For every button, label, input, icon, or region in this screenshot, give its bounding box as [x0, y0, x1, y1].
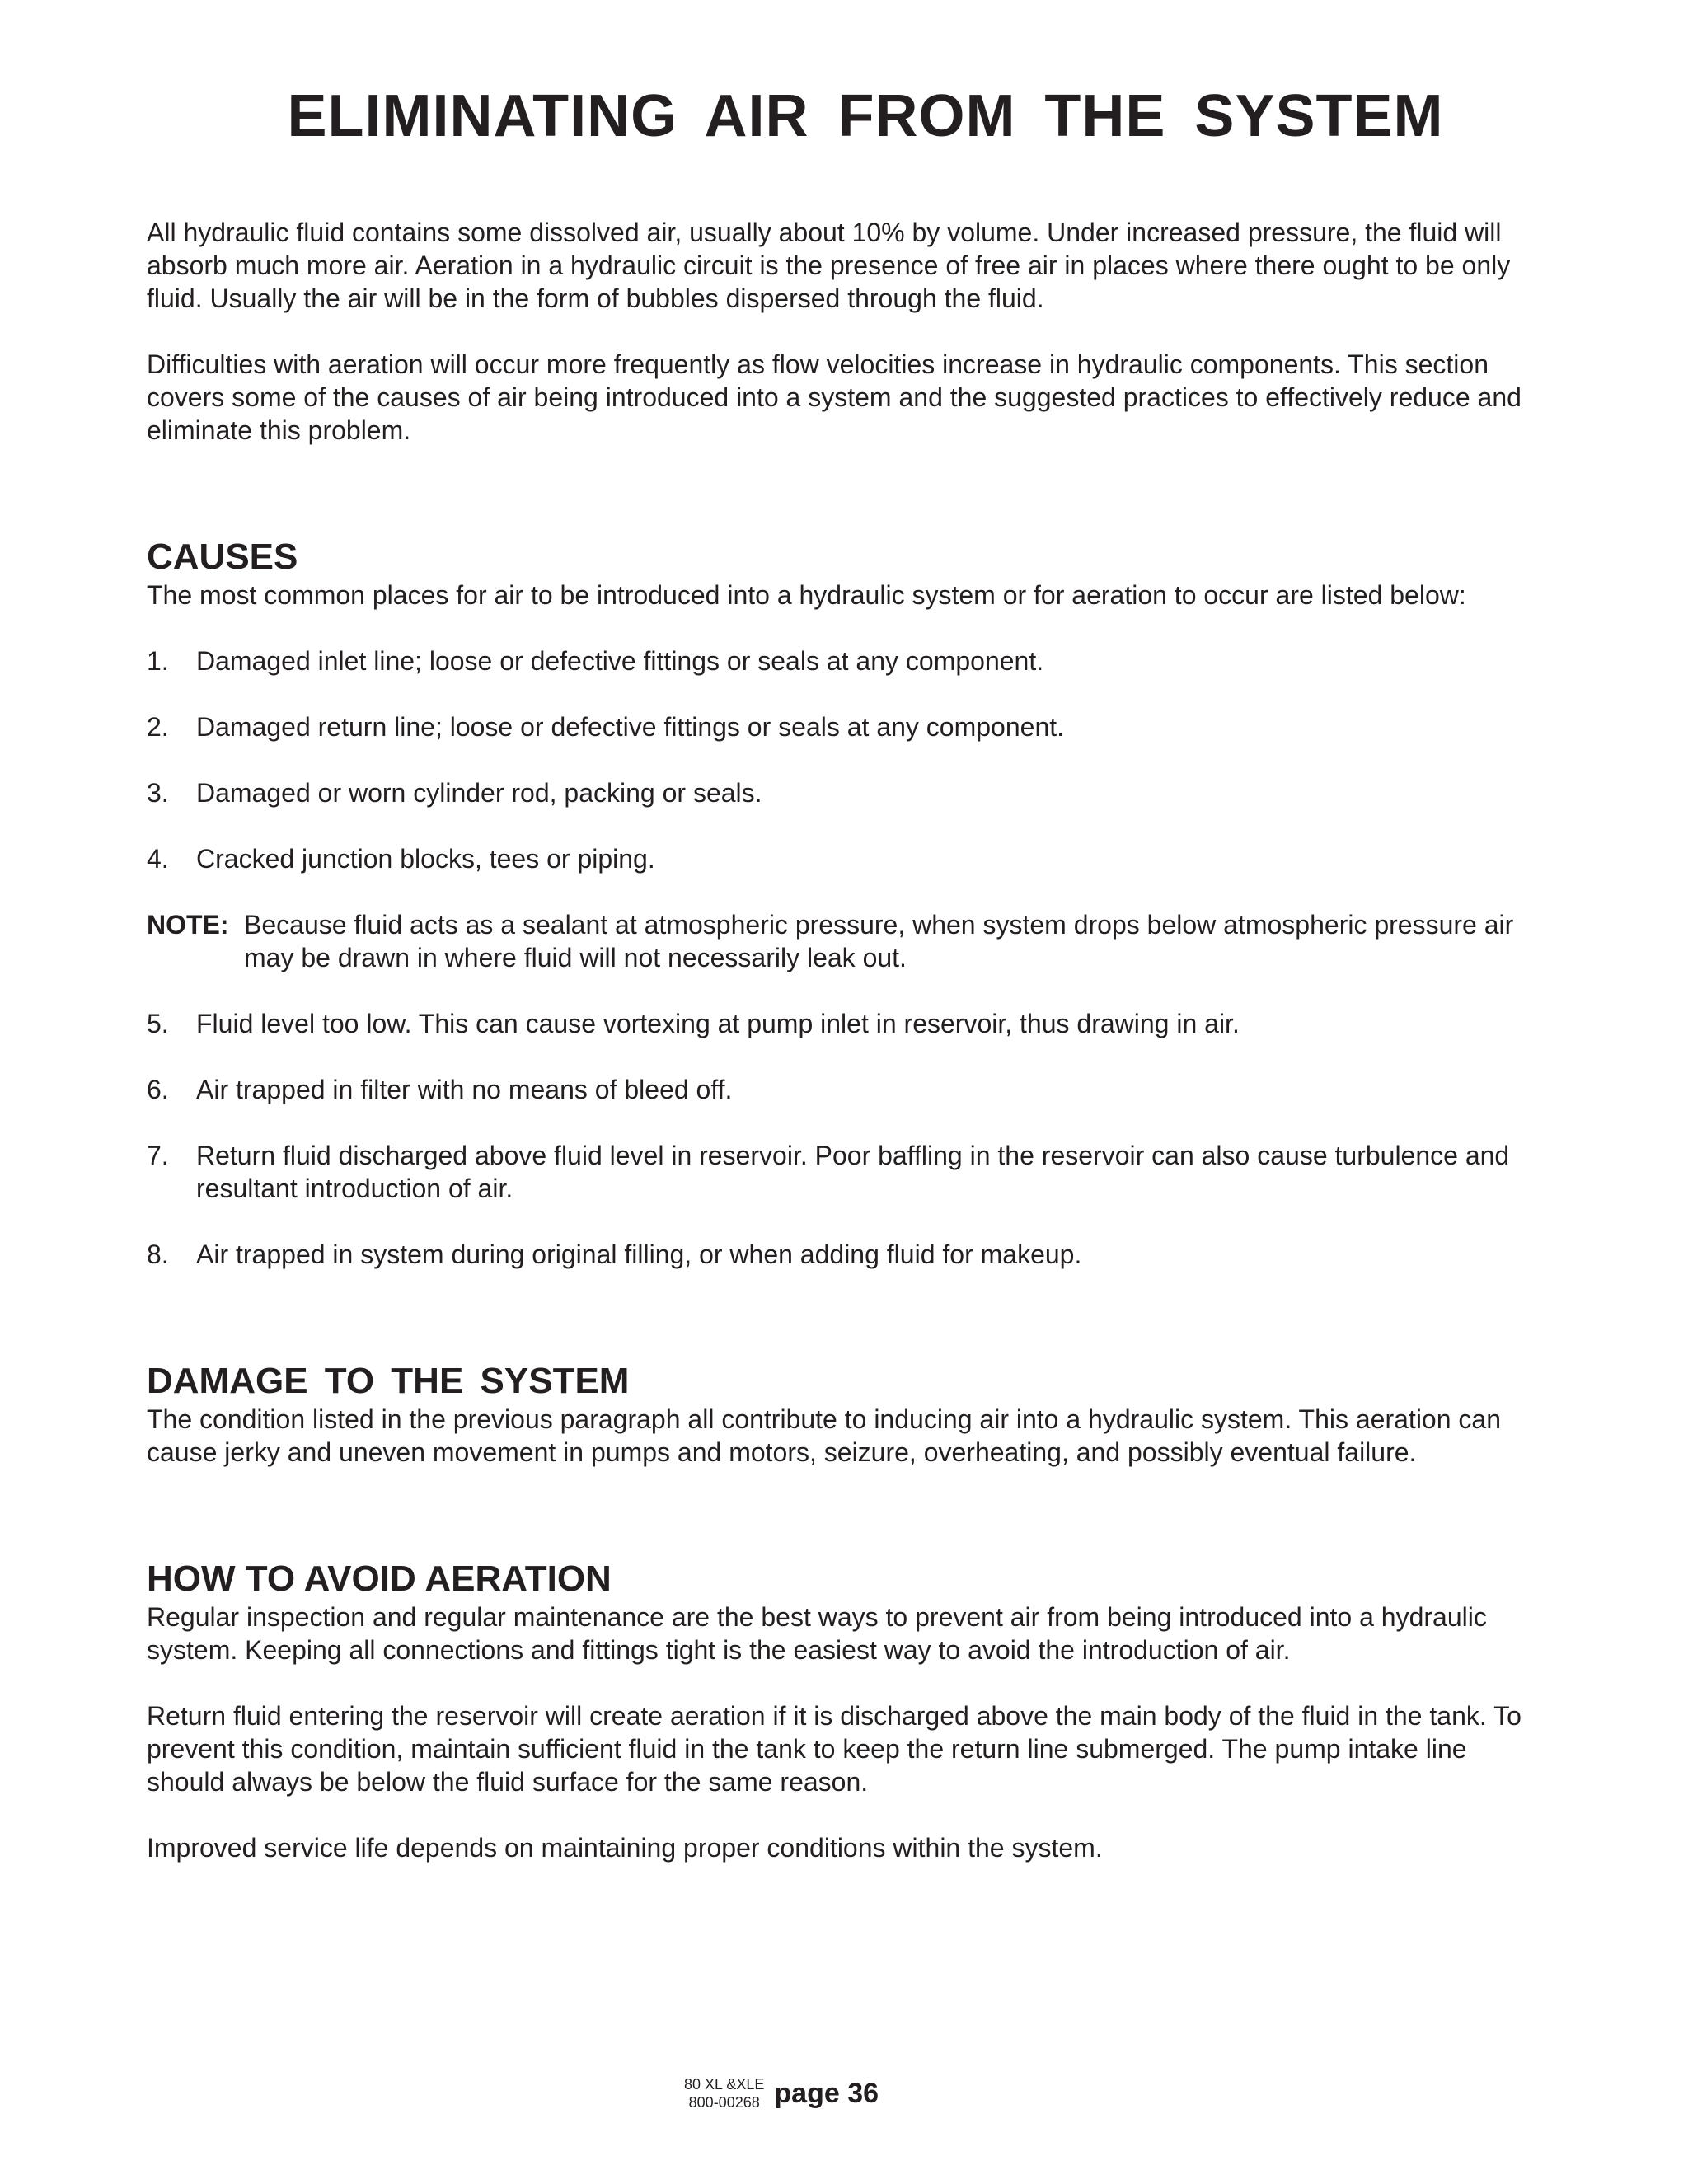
page-number: page 36	[774, 2077, 879, 2109]
list-item-number: 2.	[147, 712, 169, 742]
damage-paragraph: The condition listed in the previous paragraph all contribute to inducing air into a hydraulic system. This aeration can cause jerky and uneven movement in pumps and motors, seizure, overheating, and possibly eventual failure.	[147, 1404, 1501, 1467]
list-item-text: Air trapped in filter with no means of bleed off.	[196, 1075, 733, 1104]
list-item-text: Fluid level too low. This can cause vortexing at pump inlet in reservoir, thus drawing in air.	[196, 1009, 1240, 1038]
note-block	[147, 908, 1548, 974]
intro-paragraph-1: All hydraulic fluid contains some dissolved air, usually about 10% by volume. Under increased pressure, the fluid will absorb much more air. Aeration in a hydraulic circuit is the presence of free air in places where there ought to be only fluid. Usually the air will be in the form of bubbles dispersed through the fluid.	[147, 218, 1511, 313]
list-item-text: Damaged or worn cylinder rod, packing or seals.	[196, 778, 762, 808]
list-item-text: Damaged return line; loose or defective fittings or seals at any component.	[196, 712, 1065, 742]
list-item	[147, 1007, 1548, 1040]
list-item-number: 7.	[147, 1141, 169, 1170]
page-title: ELIMINATING AIR FROM THE SYSTEM	[287, 83, 1444, 149]
list-item	[147, 644, 1548, 677]
page-footer	[684, 2075, 879, 2111]
list-item-number: 3.	[147, 778, 169, 808]
avoid-paragraph-2: Return fluid entering the reservoir will create aeration if it is discharged above the main body of the fluid in the tank. To prevent this condition, maintain sufficient fluid in the tank to keep the return line submerged. The pump intake line should always be below the fluid surface for the same reason.	[147, 1701, 1522, 1797]
causes-list-continued	[147, 1007, 1548, 1271]
list-item-text: Cracked junction blocks, tees or piping.	[196, 844, 655, 874]
intro-paragraph-2: Difficulties with aeration will occur more frequently as flow velocities increase in hydraulic components. This section covers some of the causes of air being introduced into a system and the suggested practices to effectively reduce and eliminate this problem.	[147, 349, 1522, 445]
document-body	[147, 216, 1548, 1864]
causes-list	[147, 644, 1548, 875]
list-item-number: 6.	[147, 1075, 169, 1104]
list-item	[147, 842, 1548, 875]
causes-heading: CAUSES	[147, 537, 298, 577]
avoid-paragraph-1: Regular inspection and regular maintenance are the best ways to prevent air from being introduced into a hydraulic system. Keeping all connections and fittings tight is the easiest way to avoid the introduction of air.	[147, 1602, 1487, 1665]
list-item-text: Damaged inlet line; loose or defective fittings or seals at any component.	[196, 646, 1044, 676]
list-item-number: 8.	[147, 1240, 169, 1269]
list-item-number: 1.	[147, 646, 169, 676]
note-label: NOTE:	[147, 910, 229, 940]
list-item-text: Return fluid discharged above fluid level in reservoir. Poor baffling in the reservoir can also cause turbulence and resultant introduction of air.	[196, 1141, 1510, 1203]
list-item	[147, 776, 1548, 809]
footer-model-info	[684, 2075, 764, 2111]
list-item-number: 5.	[147, 1009, 169, 1038]
footer-part-number: 800-00268	[688, 2094, 760, 2111]
list-item	[147, 1073, 1548, 1106]
list-item	[147, 1139, 1548, 1205]
note-text: Because fluid acts as a sealant at atmospheric pressure, when system drops below atmospheric pressure air may be drawn in where fluid will not necessarily leak out.	[244, 910, 1514, 972]
avoid-aeration-heading: HOW TO AVOID AERATION	[147, 1558, 612, 1599]
causes-intro: The most common places for air to be introduced into a hydraulic system or for aeration to occur are listed below:	[147, 580, 1466, 610]
avoid-paragraph-3: Improved service life depends on maintaining proper conditions within the system.	[147, 1833, 1103, 1863]
list-item-number: 4.	[147, 844, 169, 874]
footer-model: 80 XL &XLE	[684, 2076, 765, 2093]
list-item	[147, 1238, 1548, 1271]
list-item	[147, 710, 1548, 743]
damage-heading: DAMAGE TO THE SYSTEM	[147, 1361, 630, 1401]
list-item-text: Air trapped in system during original filling, or when adding fluid for makeup.	[196, 1240, 1082, 1269]
